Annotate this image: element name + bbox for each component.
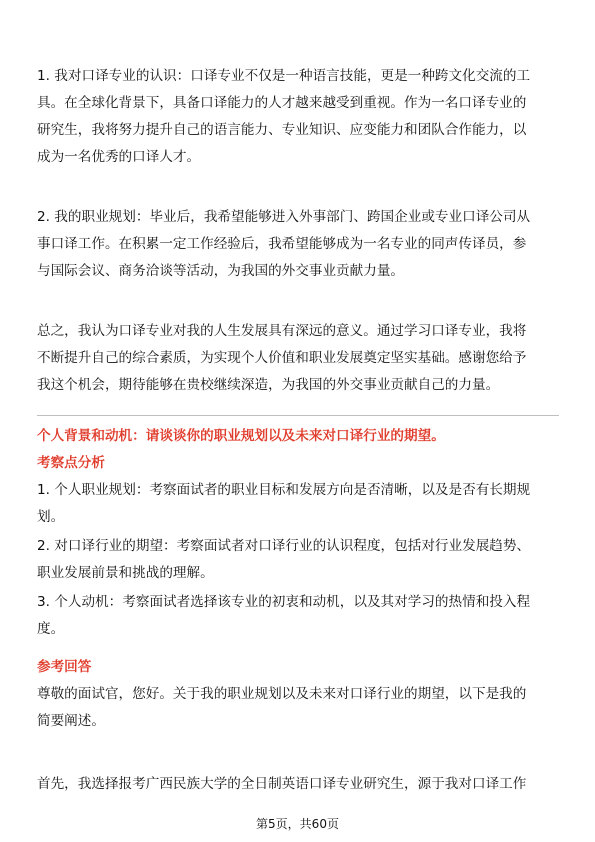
page-number: 第5页，共60页 (256, 817, 339, 831)
answer-line: 简要阐述。 (37, 713, 105, 729)
answer-line: 尊敬的面试官，您好。关于我的职业规划以及未来对口译行业的期望，以下是我的 (37, 686, 527, 702)
section-divider (37, 415, 559, 416)
analysis-line: 职业发展前景和挑战的理解。 (37, 565, 214, 581)
analysis-line: 3. 个人动机：考察面试者选择该专业的初衷和动机，以及其对学习的热情和投入程 (37, 594, 531, 610)
answer-heading: 参考回答 (37, 659, 92, 675)
text-line: 成为一名优秀的口译人才。 (37, 149, 201, 165)
analysis-line: 2. 对口译行业的期望：考察面试者对口译行业的认识程度，包括对行业发展趋势、 (37, 538, 531, 554)
text-line: 总之，我认为口译专业对我的人生发展具有深远的意义。通过学习口译专业，我将 (37, 323, 527, 339)
text-line: 不断提升自己的综合素质，为实现个人价值和职业发展奠定坚实基础。感谢您给予 (37, 350, 527, 366)
text-line: 2. 我的职业规划：毕业后，我希望能够进入外事部门、跨国企业或专业口译公司从 (37, 209, 531, 225)
analysis-line: 度。 (37, 621, 65, 637)
analysis-heading: 考察点分析 (37, 455, 105, 471)
text-line: 事口译工作。在积累一定工作经验后，我希望能够成为一名专业的同声传译员，参 (37, 236, 527, 252)
analysis-line: 划。 (37, 509, 65, 525)
analysis-line: 1. 个人职业规划：考察面试者的职业目标和发展方向是否清晰，以及是否有长期规 (37, 482, 531, 498)
text-line: 研究生，我将努力提升自己的语言能力、专业知识、应变能力和团队合作能力，以 (37, 122, 527, 138)
text-line: 具。在全球化背景下，具备口译能力的人才越来越受到重视。作为一名口译专业的 (37, 95, 527, 111)
answer-continuation-line: 首先，我选择报考广西民族大学的全日制英语口译专业研究生，源于我对口译工作 (37, 776, 527, 792)
question-title: 个人背景和动机：请谈谈你的职业规划以及未来对口译行业的期望。 (37, 428, 445, 444)
text-line: 1. 我对口译专业的认识：口译专业不仅是一种语言技能，更是一种跨文化交流的工 (37, 68, 531, 84)
text-line: 与国际会议、商务洽谈等活动，为我国的外交事业贡献力量。 (37, 263, 405, 279)
text-line: 我这个机会，期待能够在贵校继续深造，为我国的外交事业贡献自己的力量。 (37, 377, 500, 393)
